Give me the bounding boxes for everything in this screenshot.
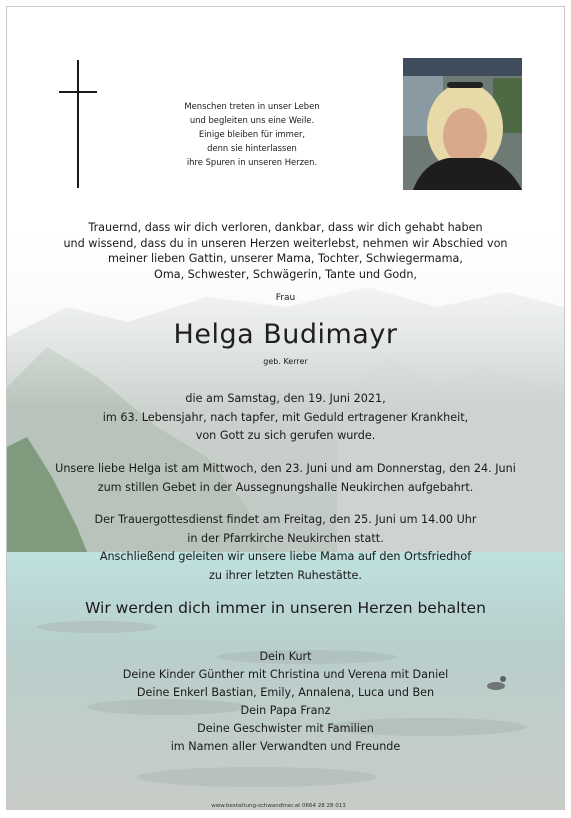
family-line: im Namen aller Verwandten und Freunde xyxy=(170,740,401,753)
cross-icon-bar xyxy=(59,91,97,93)
poem-line: Menschen treten in unser Leben xyxy=(184,101,320,111)
intro-line: Trauernd, dass wir dich verloren, dankbar, dass wir dich gehabt haben xyxy=(88,221,483,234)
maiden-name: geb. Kerrer xyxy=(263,357,308,366)
family-line: Deine Enkerl Bastian, Emily, Annalena, Luca und Ben xyxy=(136,686,435,699)
family-line: Deine Kinder Günther mit Christina und Verena mit Daniel xyxy=(122,668,449,681)
motto: Wir werden dich immer in unseren Herzen behalten xyxy=(85,599,486,617)
obituary-page xyxy=(6,6,565,810)
service-line: Anschließend geleiten wir unsere liebe Mama auf den Ortsfriedhof xyxy=(99,550,472,563)
aufbahrung-notice xyxy=(7,460,564,497)
intro-text xyxy=(7,220,564,282)
intro-line: und wissend, dass du in unseren Herzen weiterlebst, nehmen wir Abschied von xyxy=(63,236,508,250)
family-line: Deine Geschwister mit Familien xyxy=(197,722,374,735)
service-line: zu ihrer letzten Ruhestätte. xyxy=(209,568,362,582)
poem xyxy=(147,99,357,169)
family-list xyxy=(7,648,564,756)
deceased-name: Helga Budimayr xyxy=(173,319,398,350)
family-line: Dein Papa Franz xyxy=(240,704,331,717)
death-line: im 63. Lebensjahr, nach tapfer, mit Geduld ertragener Krankheit, xyxy=(102,410,469,424)
footer-contact: www.bestattung-schwandtner.at 0664 28 28 013 xyxy=(211,803,346,809)
poem-line: denn sie hinterlassen xyxy=(207,143,297,153)
intro-line: Oma, Schwester, Schwägerin, Tante und Godn, xyxy=(154,267,417,281)
portrait-photo xyxy=(403,58,522,190)
poem-line: Einige bleiben für immer, xyxy=(198,129,306,139)
service-notice xyxy=(7,511,564,585)
aufbahrung-line: zum stillen Gebet in der Aussegnungshalle Neukirchen aufgebahrt. xyxy=(97,480,474,494)
family-line: Dein Kurt xyxy=(259,650,312,663)
salutation: Frau xyxy=(275,293,296,303)
death-line: die am Samstag, den 19. Juni 2021, xyxy=(185,392,386,405)
service-line: in der Pfarrkirche Neukirchen statt. xyxy=(187,531,384,545)
aufbahrung-line: Unsere liebe Helga ist am Mittwoch, den 23. Juni und am Donnerstag, den 24. Juni xyxy=(55,462,516,475)
service-line: Der Trauergottesdienst findet am Freitag, den 25. Juni um 14.00 Uhr xyxy=(94,513,477,526)
death-line: von Gott zu sich gerufen wurde. xyxy=(195,429,376,442)
intro-line: meiner lieben Gattin, unserer Mama, Tochter, Schwiegermama, xyxy=(108,252,463,265)
poem-line: und begleiten uns eine Weile. xyxy=(189,115,315,125)
cross-icon xyxy=(77,60,79,188)
poem-line: ihre Spuren in unseren Herzen. xyxy=(186,157,318,167)
death-notice xyxy=(7,390,564,446)
